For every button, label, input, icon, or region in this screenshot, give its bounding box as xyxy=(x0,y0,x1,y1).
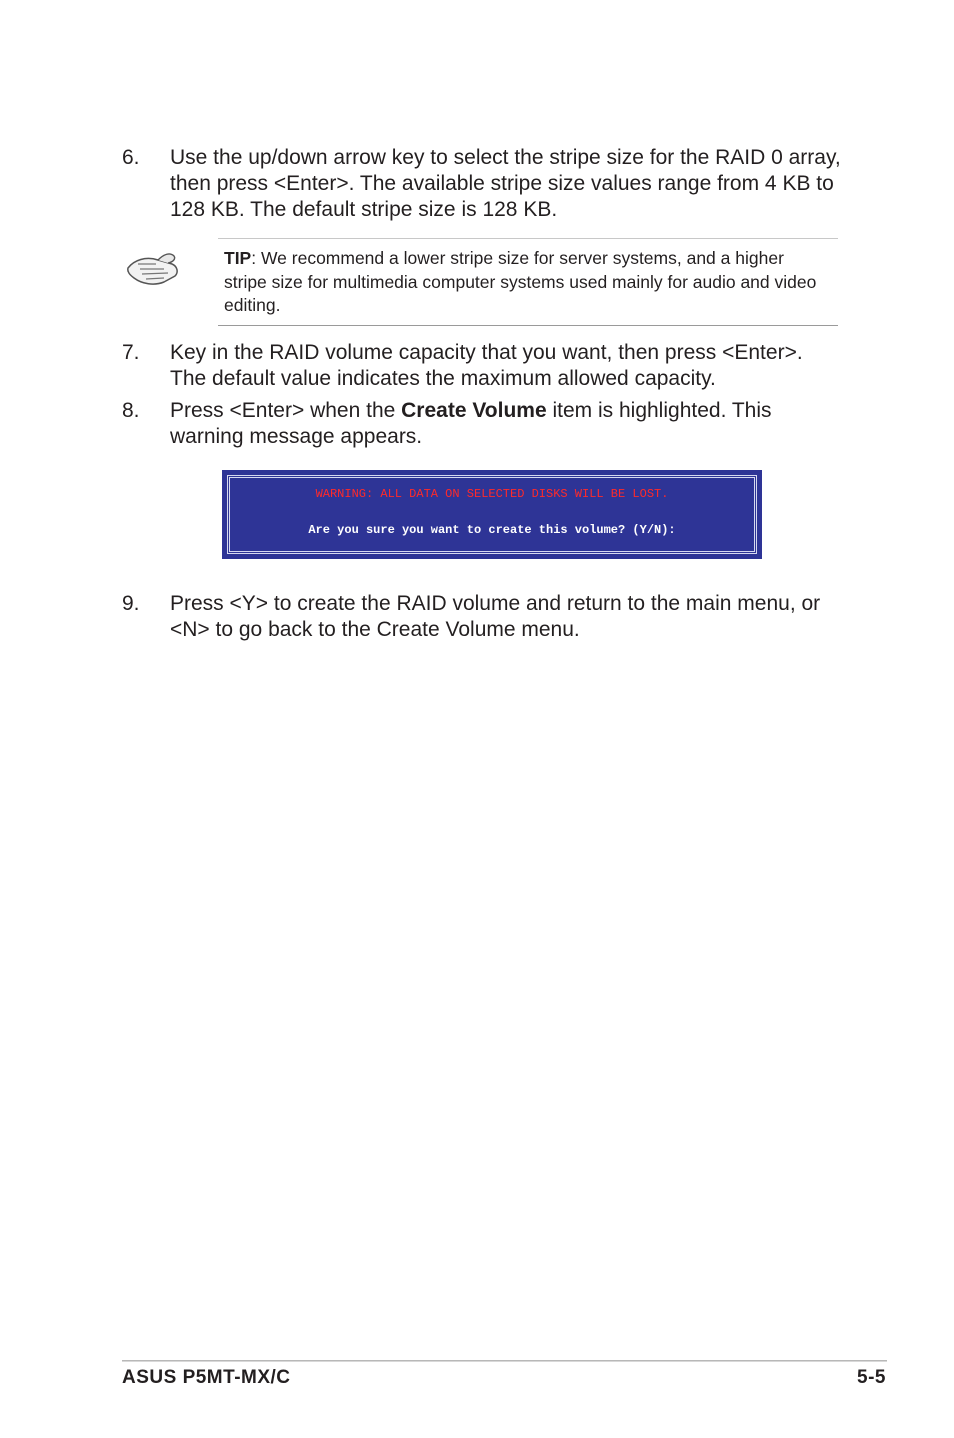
step-8 xyxy=(122,398,842,450)
step-text: Press <Y> to create the RAID volume and return to the main menu, or <N> to go back to the Create Volume menu. xyxy=(170,592,821,641)
step-text-before: Press <Enter> when the xyxy=(170,399,402,422)
warning-message: WARNING: ALL DATA ON SELECTED DISKS WILL BE LOST. xyxy=(315,487,669,501)
step-number: 8. xyxy=(122,399,140,422)
step-9 xyxy=(122,591,842,643)
hand-note-icon xyxy=(124,242,182,292)
tip-label: TIP xyxy=(224,248,252,268)
step-number: 9. xyxy=(122,592,140,615)
step-number: 6. xyxy=(122,146,140,169)
step-number: 7. xyxy=(122,341,140,364)
step-text xyxy=(170,398,842,450)
warning-dialog xyxy=(222,470,762,559)
step-text-after: item is highlighted. This warning message appears. xyxy=(170,399,772,448)
tip-note xyxy=(218,238,838,326)
step-text: Use the up/down arrow key to select the stripe size for the RAID 0 array, then press <Enter>. The available stripe size values range from 4 KB to 128 KB. The default stripe size is 128 KB. xyxy=(170,146,841,221)
footer-product-name: ASUS P5MT-MX/C xyxy=(122,1367,291,1388)
page-number: 5-5 xyxy=(857,1367,886,1388)
step-7 xyxy=(122,340,842,392)
confirm-prompt: Are you sure you want to create this volume? (Y/N): xyxy=(308,523,676,537)
create-volume-term: Create Volume xyxy=(401,399,547,422)
step-text: Key in the RAID volume capacity that you want, then press <Enter>. The default value indicates the maximum allowed capacity. xyxy=(170,341,803,390)
tip-body: : We recommend a lower stripe size for server systems, and a higher stripe size for multimedia computer systems used mainly for audio and video editing. xyxy=(224,248,817,315)
tip-text xyxy=(224,247,829,318)
footer-divider xyxy=(122,1360,887,1362)
step-6 xyxy=(122,145,842,223)
